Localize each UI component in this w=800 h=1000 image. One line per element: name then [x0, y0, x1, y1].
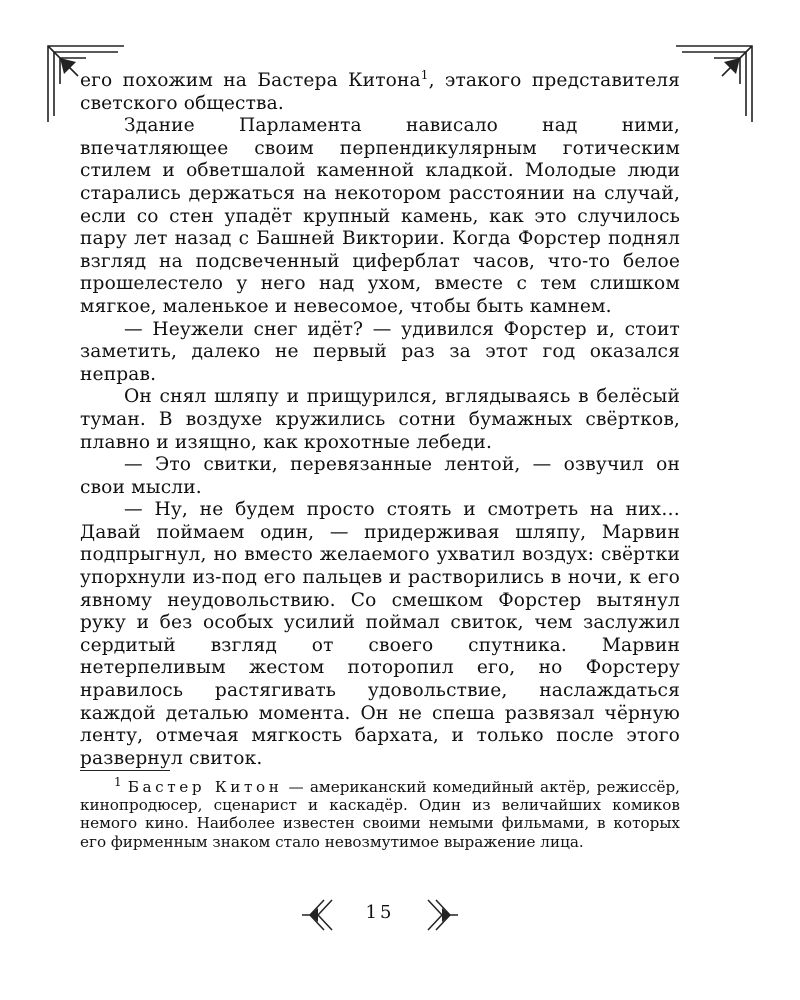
paragraph: — Это свитки, перевязанные лентой, — озвучил он свои мысли.: [80, 454, 680, 498]
footnote-name: Бастер Китон: [127, 778, 283, 796]
footnote: [80, 774, 680, 851]
paragraph: — Неужели снег идёт? — удивился Форстер и, стоит заметить, далеко не первый раз за этот год оказался неправ.: [80, 318, 680, 385]
footnote-reference[interactable]: 1: [420, 67, 429, 82]
paragraph: Он снял шляпу и прищурился, вглядываясь в белёсый туман. В воздухе кружились сотни бумажных свёртков, плавно и изящно, как крохотные лебеди.: [80, 386, 680, 453]
corner-ornament-right-icon: [674, 44, 754, 124]
left-arrow-ornament-icon: [300, 894, 342, 936]
page-number: 15: [365, 902, 395, 923]
paragraph: — Ну, не будем просто стоять и смотреть на них… Давай поймаем один, — придерживая шляпу, Марвин подпрыгнул, но вместо желаемого ухватил воздух: свёртки упорхнули из-под его пальцев и растворились в ночи, к его явному неудовольствию. Со смешком Форстер вытянул руку и без особых усилий поймал свиток, чем заслужил сердитый взгляд от своего спутника. Марвин нетерпеливым жестом поторопил его, но Форстеру нравилось растягивать удовольствие, наслаждаться каждой деталью момента. Он не спеша развязал чёрную ленту, отмечая мягкость бархата, и только после этого развернул свиток.: [80, 499, 680, 769]
right-arrow-ornament-icon: [418, 894, 460, 936]
footnote-text: — американский комедийный актёр, режиссёр, кинопродюсер, сценарист и каскадёр. Один из величайших комиков немого кино. Наиболее известен своими немыми фильмами, в которых его фирменным знаком стало невозмутимое выражение лица.: [80, 778, 680, 851]
footnote-divider: [80, 770, 170, 771]
paragraph: его похожим на Бастера Китона$^1$, этакого представителя светского общества.: [80, 67, 680, 114]
page-number-block: [300, 890, 460, 940]
footnote-marker: 1: [114, 774, 122, 789]
paragraph: Здание Парламента нависало над ними, впечатляющее своим перпендикулярным готическим стилем и обветшалой каменной кладкой. Молодые люди старались держаться на некотором расстоянии на случай, если со стен упадёт крупный камень, как это случилось пару лет назад с Башней Виктории. Когда Форстер поднял взгляд на подсвеченный циферблат часов, что-то белое прошелестело у него над ухом, вместе с тем слишком мягкое, маленькое и невесомое, чтобы быть камнем.: [80, 115, 680, 317]
body-text: [80, 67, 680, 770]
